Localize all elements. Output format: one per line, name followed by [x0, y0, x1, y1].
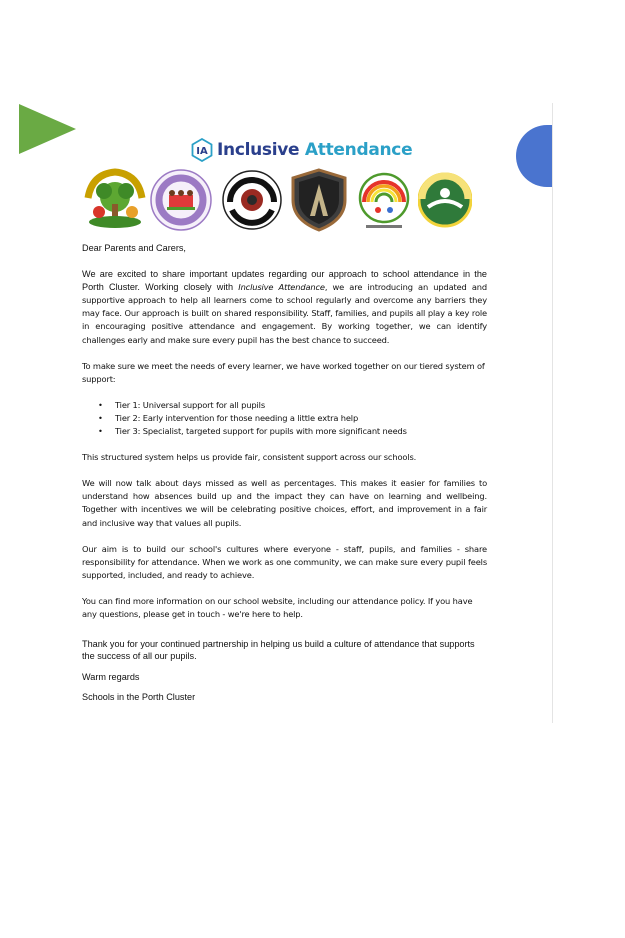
porth-school-shield-logo — [290, 168, 348, 232]
thanks-paragraph: Thank you for your continued partnership in helping us build a culture of attendance that supports the success of all our pupils. — [82, 639, 475, 662]
inclusive-attendance-brand — [190, 137, 412, 163]
tier-item: • Tier 2: Early intervention for those needing a little extra help — [98, 412, 359, 423]
green-primary-school-logo — [418, 169, 472, 231]
tier-item-text: Tier 3: Specialist, targeted support for pupils with more significant needs — [115, 426, 407, 437]
brand-title-part1: Inclusive — [217, 140, 300, 160]
more-info-paragraph: You can find more information on our school website, including our attendance policy. If you have any questions, please get in touch - we're here to help. — [82, 595, 473, 619]
letter-greeting: Dear Parents and Carers, — [82, 243, 186, 253]
tier-list — [82, 399, 487, 438]
sign-off: Schools in the Porth Cluster — [82, 692, 196, 703]
warm-regards: Warm regards — [82, 672, 140, 683]
tier-item: • Tier 1: Universal support for all pupils — [98, 399, 265, 410]
tier-item-text: Tier 2: Early intervention for those needing a little extra help — [115, 412, 359, 423]
ynys-y-bwl-school-logo — [82, 168, 148, 230]
intro-emphasis: Inclusive Attendance — [238, 282, 325, 293]
ysgol-gynradd-cymer-logo — [150, 169, 212, 231]
structured-paragraph: This structured system helps us provide fair, consistent support across our schools. — [82, 452, 417, 463]
blue-half-circle-decoration — [516, 125, 552, 187]
days-missed-paragraph: We will now talk about days missed as well as percentages. This makes it easier for families to understand how absences build up and the impact they can have on learning and wellbeing. Together with incentives we will be celebrating positive choices, effort, and improvement in a fair and inclusive way that values all pupils. — [82, 478, 487, 528]
aim-paragraph: Our aim is to build our school's cultures where everyone - staff, pupils, and families - share responsibility for attendance. When we work as one community, we can make sure every pupil feels supported, included, and ready to achieve. — [82, 543, 487, 580]
tier-item: • Tier 3: Specialist, targeted support for pupils with more significant needs — [98, 426, 407, 437]
tiers-intro: To make sure we meet the needs of every learner, we have worked together on our tiered system of support: — [82, 360, 485, 384]
page-edge-line — [552, 103, 553, 723]
svg-text:IA: IA — [196, 146, 208, 157]
letter-body — [82, 242, 487, 704]
tier-item-text: Tier 1: Universal support for all pupils — [115, 399, 265, 410]
intro-text-start: We are excited to share important updates regarding our approach to school attendance in the Porth Cluster. Working closely with — [82, 269, 487, 293]
brand-title-part2: Attendance — [304, 140, 413, 160]
inclusive-attendance-logo-icon — [190, 138, 214, 162]
brand-title — [217, 140, 412, 160]
intro-text-rest: , we are introducing an updated and supportive approach to help all learners come to school regularly and overcome any barriers they may face. Our approach is built on shared responsibility. Staff, families, and pupils all play a key role in encouraging positive attendance and engagement. By working together, we can identify challenges early and make sure every pupil has the best chance to succeed. — [82, 282, 488, 345]
trealaw-primary-school-logo — [356, 168, 412, 234]
hafod-primary-school-logo — [222, 170, 282, 230]
green-triangle-decoration — [19, 104, 76, 154]
intro-paragraph — [82, 268, 487, 347]
